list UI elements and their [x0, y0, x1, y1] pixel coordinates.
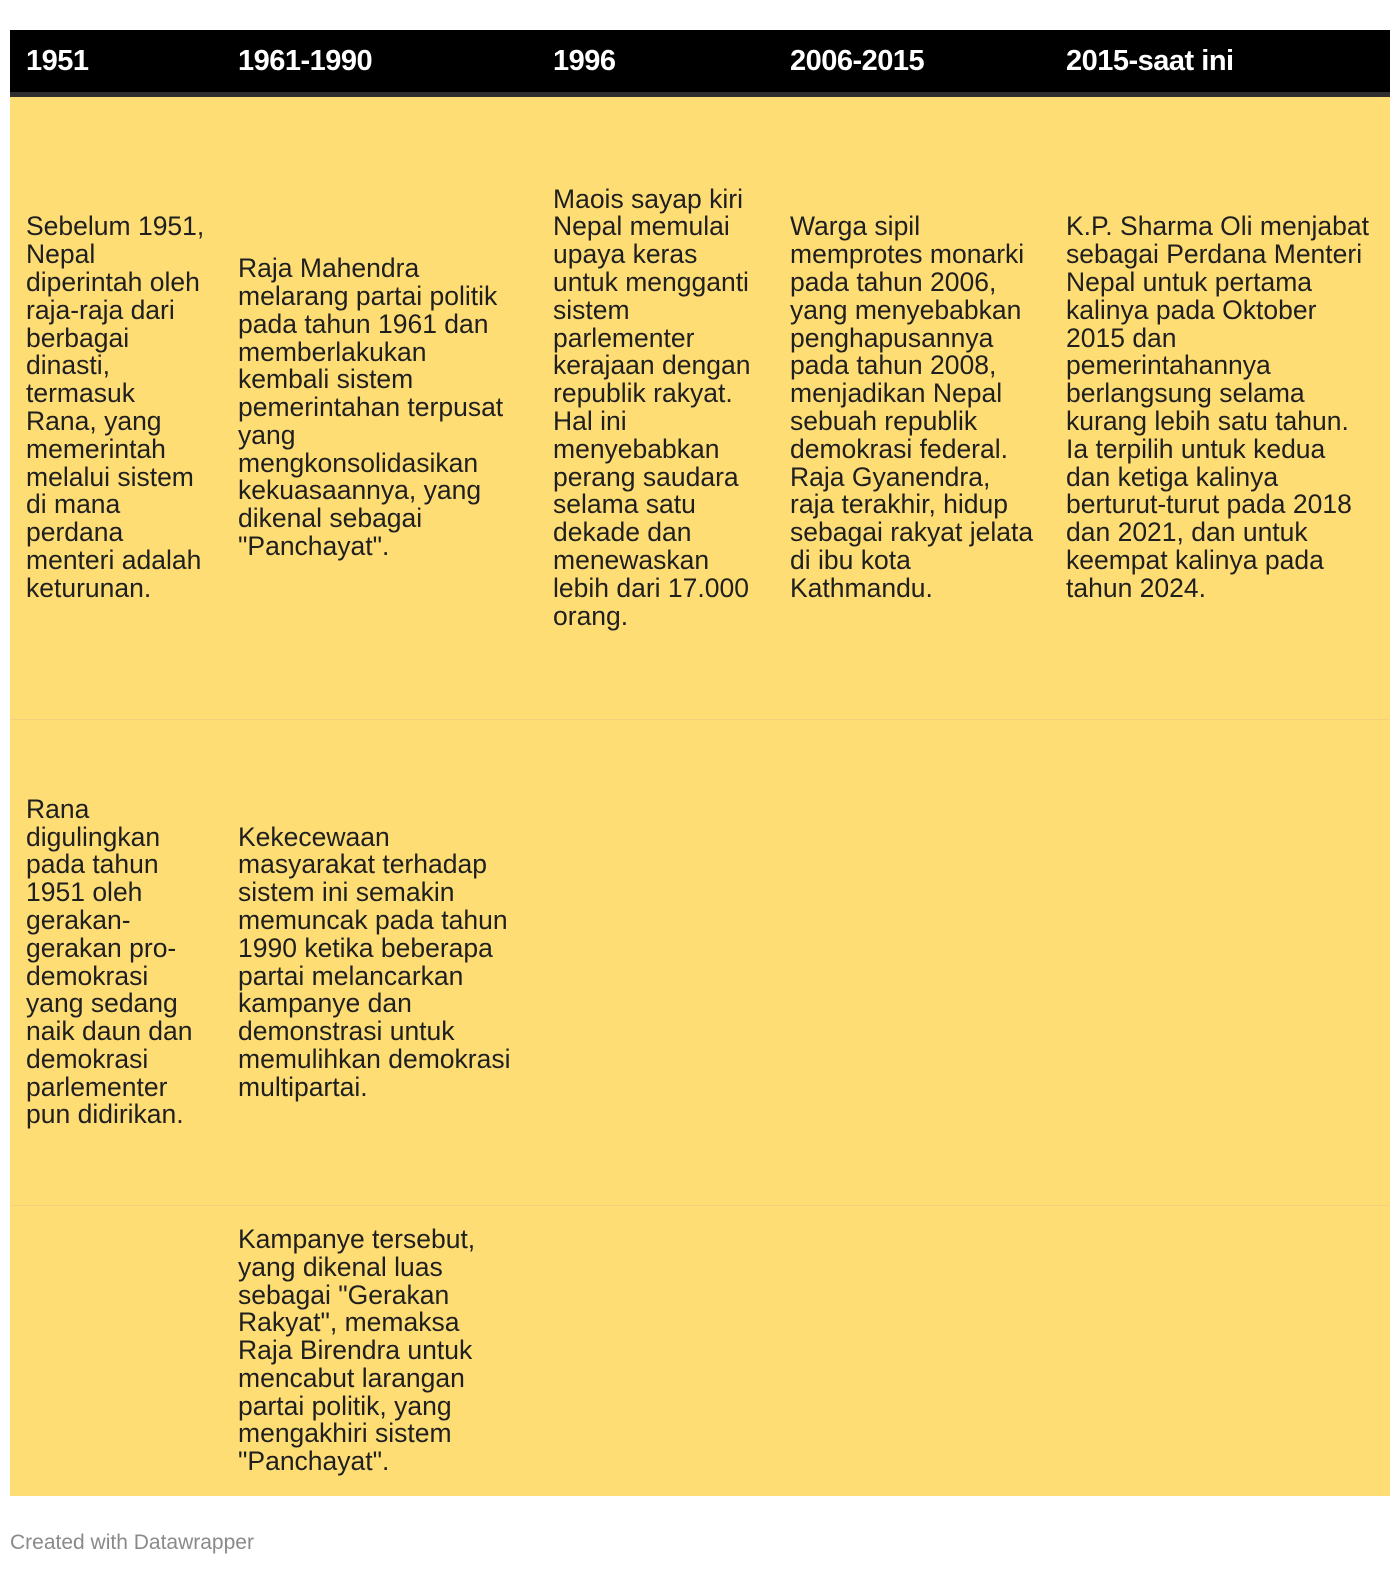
- table-body: [10, 95, 1390, 1497]
- table-cell: Maois sayap kiri Nepal memulai upaya keras untuk mengganti sistem parlementer kerajaan dengan republik rakyat. Hal ini menyebabkan perang saudara selama satu dekade dan menewaskan lebih dari 17.000 orang.: [537, 95, 774, 720]
- table-cell: Kekecewaan masyarakat terhadap sistem ini semakin memuncak pada tahun 1990 ketika beberapa partai melancarkan kampanye dan demonstrasi untuk memulihkan demokrasi multipartai.: [222, 720, 537, 1206]
- table-cell: [1050, 720, 1390, 1206]
- table-cell: Warga sipil memprotes monarki pada tahun 2006, yang menyebabkan penghapusannya pada tahun 2008, menjadikan Nepal sebuah republik demokrasi federal. Raja Gyanendra, raja terakhir, hidup sebagai rakyat jelata di ibu kota Kathmandu.: [774, 95, 1050, 720]
- column-header[interactable]: 2006-2015: [774, 30, 1050, 95]
- table-cell: [774, 1206, 1050, 1497]
- table-cell: [1050, 1206, 1390, 1497]
- header-row: [10, 30, 1390, 95]
- table-cell: [537, 720, 774, 1206]
- table-header: [10, 30, 1390, 95]
- timeline-table: [10, 30, 1390, 1496]
- column-header[interactable]: 1996: [537, 30, 774, 95]
- table-row: [10, 720, 1390, 1206]
- table-cell: Raja Mahendra melarang partai politik pada tahun 1961 dan memberlakukan kembali sistem pemerintahan terpusat yang mengkonsolidasikan kekuasaannya, yang dikenal sebagai "Panchayat".: [222, 95, 537, 720]
- timeline-table-viewport[interactable]: [10, 30, 1369, 1496]
- column-header[interactable]: 1951: [10, 30, 222, 95]
- table-cell: K.P. Sharma Oli menjabat sebagai Perdana Menteri Nepal untuk pertama kalinya pada Oktober 2015 dan pemerintahannya berlangsung selama kurang lebih satu tahun. Ia terpilih untuk kedua dan ketiga kalinya berturut-turut pada 2018 dan 2021, dan untuk keempat kalinya pada tahun 2024.: [1050, 95, 1390, 720]
- table-cell: Kampanye tersebut, yang dikenal luas sebagai "Gerakan Rakyat", memaksa Raja Birendra untuk mencabut larangan partai politik, yang mengakhiri sistem "Panchayat".: [222, 1206, 537, 1497]
- table-cell: Rana digulingkan pada tahun 1951 oleh gerakan-gerakan pro-demokrasi yang sedang naik daun dan demokrasi parlementer pun didirikan.: [10, 720, 222, 1206]
- table-cell: Sebelum 1951, Nepal diperintah oleh raja-raja dari berbagai dinasti, termasuk Rana, yang memerintah melalui sistem di mana perdana menteri adalah keturunan.: [10, 95, 222, 720]
- table-cell: [774, 720, 1050, 1206]
- table-cell: [10, 1206, 222, 1497]
- column-header[interactable]: 1961-1990: [222, 30, 537, 95]
- datawrapper-credit[interactable]: Created with Datawrapper: [10, 1531, 254, 1554]
- table-row: [10, 1206, 1390, 1497]
- table-cell: [537, 1206, 774, 1497]
- table-row: [10, 95, 1390, 720]
- column-header[interactable]: 2015-saat ini: [1050, 30, 1390, 95]
